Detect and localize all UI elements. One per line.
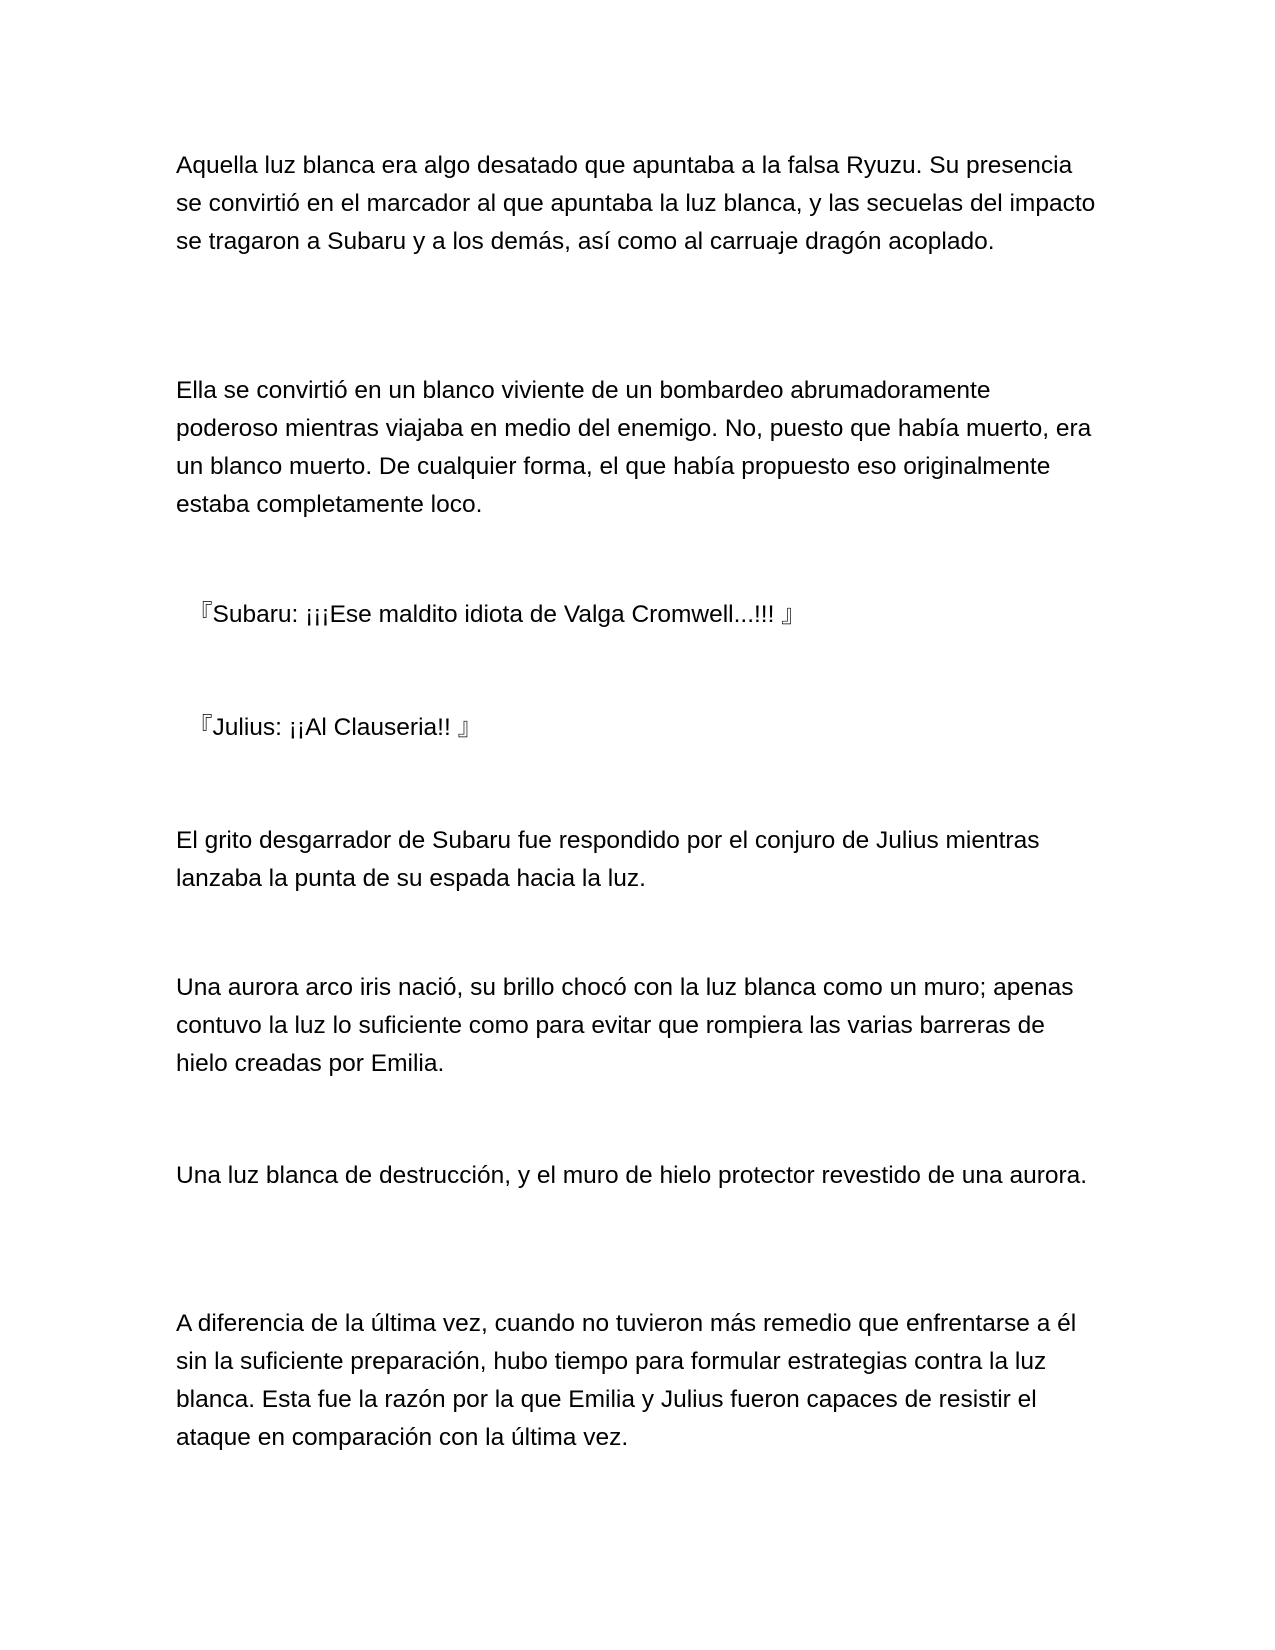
dialogue-line: 『Julius: ¡¡Al Clauseria!! 』 xyxy=(188,714,483,741)
paragraph: A diferencia de la última vez, cuando no tuvieron más remedio que enfrentarse a él sin la suficiente preparación, hubo tiempo para formular estrategias contra la luz blanca. Esta fue la razón por la que Emilia y Julius fueron capaces de resistir el ataque en comparación con la última vez. xyxy=(176,1310,1077,1451)
paragraph: El grito desgarrador de Subaru fue respondido por el conjuro de Julius mientras lanzaba la punta de su espada hacia la luz. xyxy=(176,827,1040,892)
paragraph: Aquella luz blanca era algo desatado que apuntaba a la falsa Ryuzu. Su presencia se convirtió en el marcador al que apuntaba la luz blanca, y las secuelas del impacto se tragaron a Subaru y a los demás, así como al carruaje dragón acoplado. xyxy=(176,152,1096,255)
paragraph: Una luz blanca de destrucción, y el muro de hielo protector revestido de una aurora. xyxy=(176,1162,1088,1189)
dialogue-line: 『Subaru: ¡¡¡Ese maldito idiota de Valga Cromwell...!!! 』 xyxy=(188,601,806,628)
paragraph: Una aurora arco iris nació, su brillo chocó con la luz blanca como un muro; apenas contuvo la luz lo suficiente como para evitar que rompiera las varias barreras de hielo creadas por Emilia. xyxy=(176,974,1074,1077)
paragraph: Ella se convirtió en un blanco viviente de un bombardeo abrumadoramente poderoso mientras viajaba en medio del enemigo. No, puesto que había muerto, era un blanco muerto. De cualquier forma, el que había propuesto eso originalmente estaba completamente loco. xyxy=(176,377,1092,518)
